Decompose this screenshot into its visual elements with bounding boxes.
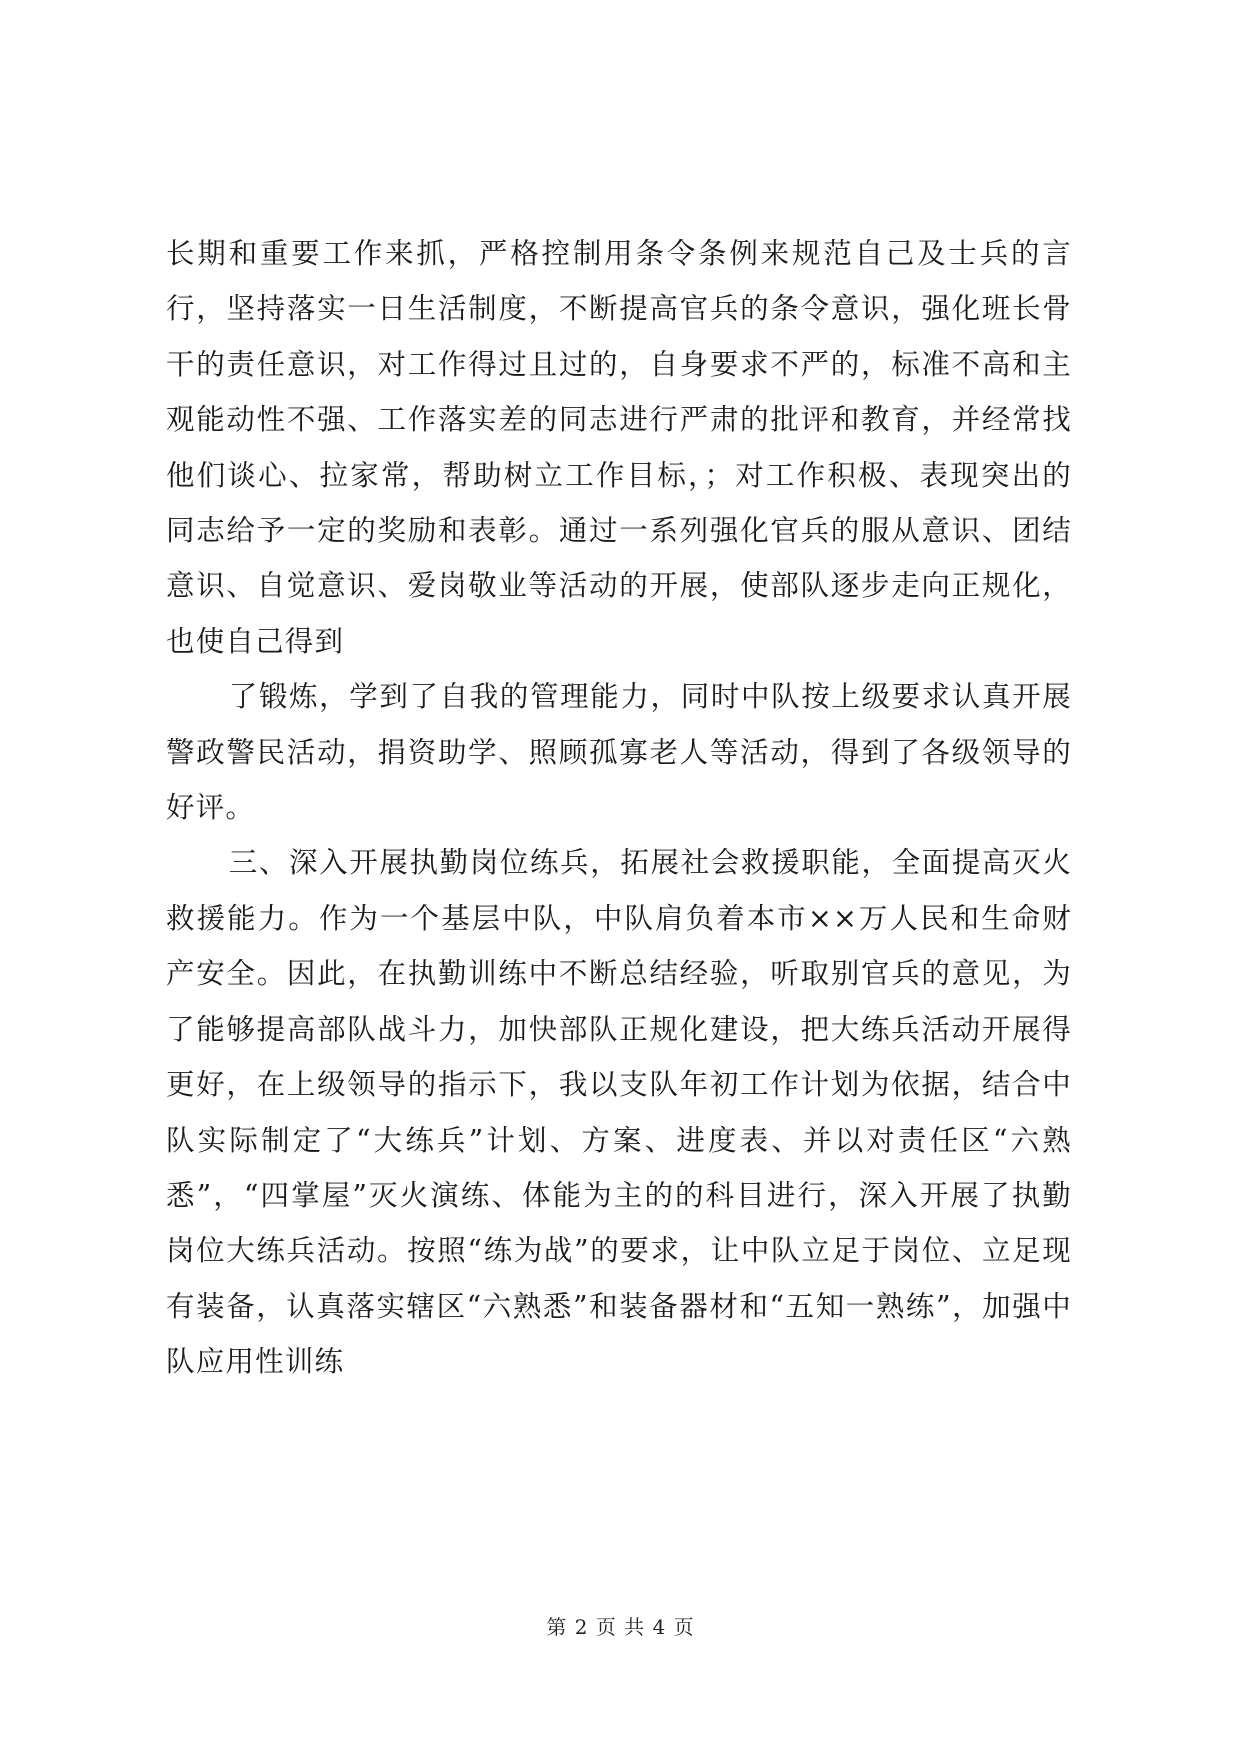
paragraph-section-three: 三、深入开展执勤岗位练兵，拓展社会救援职能，全面提高灭火救援能力。作为一个基层中队，中队肩负着本市××万人民和生命财产安全。因此，在执勤训练中不断总结经验，听取别官兵的意见，为了能够提高部队战斗力，加快部队正规化建设，把大练兵活动开展得更好，在上级领导的指示下，我以支队年初工作计划为依据，结合中队实际制定了“大练兵”计划、方案、进度表、并以对责任区“六熟悉”，“四掌屋”灭火演练、体能为主的的科目进行，深入开展了执勤岗位大练兵活动。按照“练为战”的要求，让中队立足于岗位、立足现有装备，认真落实辖区“六熟悉”和装备器材和“五知一熟练”，加强中队应用性训练 <box>166 846 1072 1379</box>
document-body <box>166 226 1072 1390</box>
paragraph-continuation: 长期和重要工作来抓，严格控制用条令条例来规范自己及士兵的言行，坚持落实一日生活制度，不断提高官兵的条令意识，强化班长骨干的责任意识，对工作得过且过的，自身要求不严的，标准不高和主观能动性不强、工作落实差的同志进行严肃的批评和教育，并经常找他们谈心、拉家常，帮助树立工作目标，；对工作积极、表现突出的同志给予一定的奖励和表彰。通过一系列强化官兵的服从意识、团结意识、自觉意识、爱岗敬业等活动的开展，使部队逐步走向正规化，也使自己得到 <box>166 237 1072 658</box>
paragraph-training-result: 了锻炼，学到了自我的管理能力，同时中队按上级要求认真开展警政警民活动，捐资助学、照顾孤寡老人等活动，得到了各级领导的好评。 <box>166 680 1072 825</box>
page-footer: 第 2 页 共 4 页 <box>546 1615 695 1639</box>
